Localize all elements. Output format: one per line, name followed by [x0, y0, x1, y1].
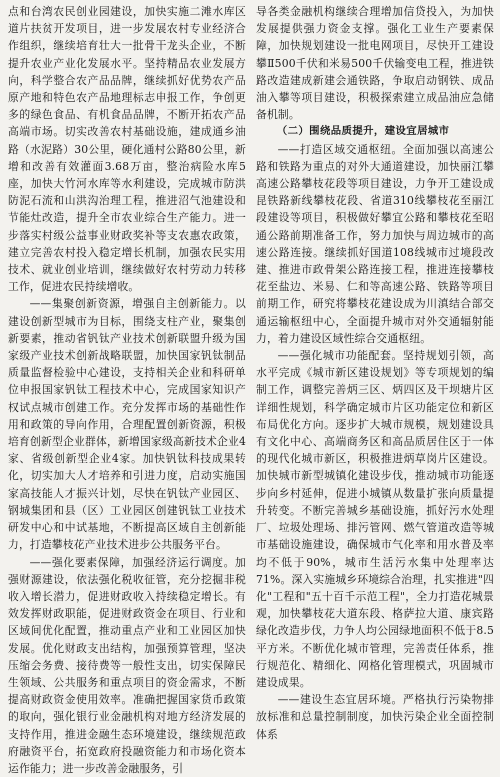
- paragraph: ——强化城市功能配套。坚持规划引领，高水平完成《城市新区建设规划》等专项规划的编制工作，调整完善炳三区、炳四区及干坝塘片区详细性规划，科学确定城市片区功能定位和新区布局优化方向。逐步扩大城市规模，规划建设具有文化中心、高端商务区和高品质居住区于一体的现代化城市新区，积极推进炳草岗片区建设。加快城市新型城镇化建设步伐，推动城市功能逐步向乡村延伸，促进小城镇从数量扩张向质量提升转变。不断完善城乡基础设施，抓好污水处理厂、垃圾处理场、排污管网、燃气管道改造等城市基础设施建设，确保城市气化率和用水普及率均不低于90%，城市生活污水集中处理率达71%。深入实施城乡环境综合治理，扎实推进"四化"工程和"五十百千示范工程"，全力打造花城景观，加快攀枝花大道东段、格萨拉大道、康宾路绿化改造步伐，力争人均公园绿地面积不低于8.5平方米。不断优化城市管理，完善责任体系，推行规范化、精细化、网格化管理模式，巩固城市建设成果。: [256, 347, 494, 691]
- paragraph: ——集聚创新资源，增强自主创新能力。以建设创新型城市为目标，围绕支柱产业，聚集创新要素，推动省钒钛产业技术创新联盟升级为国家级产业技术创新战略联盟，加快国家钒钛制品质量监督检验中心建设，支持相关企业和科研单位申报国家钒钛工程技术中心，完成国家知识产权试点城市创建工作。充分发挥市场的基础性作用和政策的导向作用，合理配置创新资源，积极培育创新型企业群体，新增国家级高新技术企业4家、省级创新型企业4家。加快钒钛科技成果转化，切实加大人才培养和引进力度，启动实施国家高技能人才振兴计划，尽快在钒钛产业园区、钢城集团和县（区）工业园区创建钒钛工业技术研发中心和中试基地，不断提高区域自主创新能力，打造攀枝花产业技术进步公共服务平台。: [8, 295, 246, 553]
- left-column: [8, 3, 246, 610]
- paragraph: ——打造区域交通枢纽。全面加强以高速公路和铁路为重点的对外大通道建设，加快丽江攀高速公路攀枝花段等项目建设，力争开工建设成昆铁路新线攀枝花段、省道310线攀枝花至丽江段建设等项目，积极做好攀宜公路和攀枝花至昭通公路前期准备工作，努力加快与周边城市的高速公路连接。继续抓好国道108线城市过境段改建、推进市政骨架公路连接工程，推进连接攀枝花至盐边、米易、仁和等高速公路、铁路等项目前期工作，研究将攀枝花建设成为川滇结合部交通运输枢纽中心，全面提升城市对外交通辐射能力，着力建设区域性综合交通枢纽。: [256, 141, 494, 347]
- paragraph: ——强化要素保障，加强经济运行调度。加强财源建设，依法强化税收征管，充分挖掘非税收入增长潜力，促进财政收入持续稳定增长。有效发挥财政职能，促进财政资金在项目、行业和区域间优化配置，推动重点产业和工业园区加快发展。优化财政支出结构，加强预算管理，坚决压缩会务费、接待费等一般性支出，切实保障民生领域、公共服务和重点项目的资金需求，不断提高财政资金使用效率。准确把握国家货币政策的取向，强化银行业金融机构对地方经济发展的支持作用，推进金融生态环境建设，继续规范政府融资平台，拓宽政府投融资能力和市场化资本运作能力；进一步改善金融服务，引: [8, 554, 246, 777]
- right-column: [256, 3, 494, 610]
- section-heading: （二）围绕品质提升，建设宜居城市: [256, 123, 494, 140]
- paragraph: ——建设生态宜居环境。严格执行污染物排放标准和总量控制制度，加快污染企业全面控制体系: [256, 691, 494, 743]
- paragraph: 导各类金融机构继续合理增加信贷投入，为加快发展提供强力资金支撑。强化工业生产要素保障，加快规划建设一批电网项目，尽快开工建设攀Ⅱ500千伏和米易500千伏输变电工程，推进铁路改造建成新建会通铁路，争取启动钢铁、成品油入攀等项目建设，积极探索建立成品油应急储备机制。: [256, 3, 494, 123]
- paragraph: 点和台湾农民创业园建设，加快实施二滩水库区道片扶贫开发项目，进一步发展农村专业经济合作组织，继续培育壮大一批骨干龙头企业，不断提升农业产业化发展水平。坚持精品农业发展方向，科学整合农产品品牌，继续抓好优势农产品原产地和特色农产品地理标志申报工作，争创更多的绿色食品、有机食品品牌，不断开拓农产品高端市场。切实改善农村基础设施，建成通乡油路（水泥路）30公里，硬化通村公路80公里，新增和改善有效灌面3.68万亩，整治病险水库5座，加快大竹河水库等水利建设，完成城市防洪防泥石流和山洪沟治理工程，推进沼气池建设和节能灶改造，提升全市农业综合生产能力。进一步落实村级公益事业财政奖补等支农惠农政策，建立完善农村投入稳定增长机制，加强农民实用技术、就业创业培训，继续做好农村劳动力转移工作，促进农民持续增收。: [8, 3, 246, 295]
